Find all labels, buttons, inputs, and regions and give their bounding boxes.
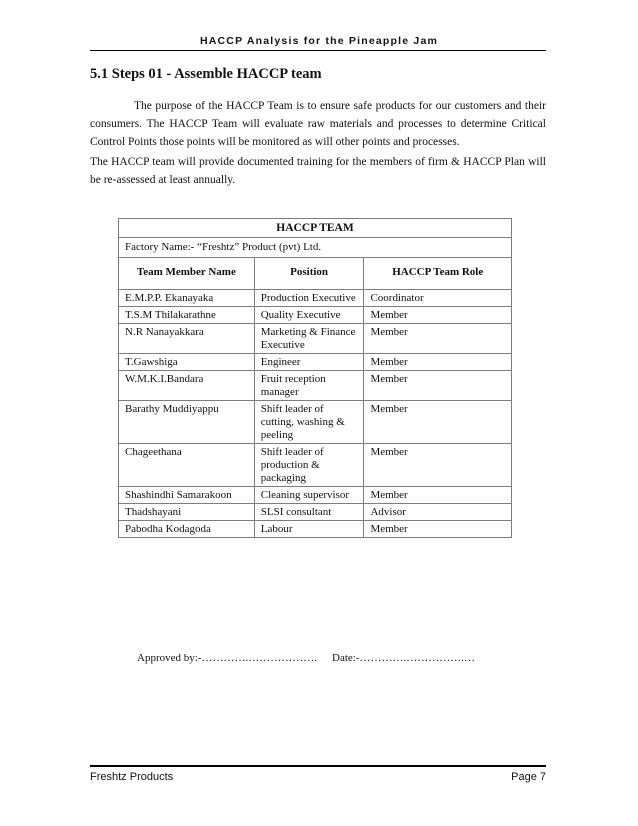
cell-position: Quality Executive	[254, 307, 364, 324]
cell-position: Production Executive	[254, 290, 364, 307]
table-row	[119, 371, 512, 401]
table-row	[119, 324, 512, 354]
cell-name: Shashindhi Samarakoon	[119, 487, 255, 504]
table-row	[119, 521, 512, 538]
table-row	[119, 307, 512, 324]
table-title: HACCP TEAM	[119, 219, 512, 238]
cell-name: Thadshayani	[119, 504, 255, 521]
cell-role: Member	[364, 444, 512, 487]
page-number: Page 7	[511, 771, 546, 783]
column-header-name: Team Member Name	[119, 258, 255, 290]
cell-role: Member	[364, 307, 512, 324]
cell-position: Shift leader of cutting, washing & peeling	[254, 401, 364, 444]
cell-role: Member	[364, 371, 512, 401]
cell-name: T.Gawshiga	[119, 354, 255, 371]
date-field: Date:-………….…………….…	[332, 652, 475, 664]
cell-position: Fruit reception manager	[254, 371, 364, 401]
cell-role: Member	[364, 521, 512, 538]
column-header-role: HACCP Team Role	[364, 258, 512, 290]
table-row	[119, 290, 512, 307]
table-row	[119, 487, 512, 504]
table-row	[119, 504, 512, 521]
table-body	[119, 290, 512, 538]
cell-name: Chageethana	[119, 444, 255, 487]
column-header-position: Position	[254, 258, 364, 290]
cell-role: Member	[364, 401, 512, 444]
footer-company: Freshtz Products	[90, 771, 174, 783]
cell-name: Barathy Muddiyappu	[119, 401, 255, 444]
cell-position: Cleaning supervisor	[254, 487, 364, 504]
haccp-team-table	[118, 218, 512, 538]
cell-role: Member	[364, 324, 512, 354]
cell-position: SLSI consultant	[254, 504, 364, 521]
factory-name: Factory Name:- “Freshtz” Product (pvt) Ltd.	[119, 238, 512, 258]
cell-position: Shift leader of production & packaging	[254, 444, 364, 487]
cell-position: Labour	[254, 521, 364, 538]
cell-role: Advisor	[364, 504, 512, 521]
header-divider	[90, 50, 546, 51]
paragraph-purpose: The purpose of the HACCP Team is to ensure safe products for our customers and their consumers. The HACCP Team will evaluate raw materials and processes to determine Critical Control Points those points will be monitored as will other points and processes.	[90, 100, 546, 148]
paragraph-training: The HACCP team will provide documented training for the members of firm & HACCP Plan will be re-assessed at least annually.	[90, 156, 546, 186]
approved-by-field: Approved by:-………….……………….	[137, 652, 317, 664]
footer-divider	[90, 765, 546, 767]
cell-position: Engineer	[254, 354, 364, 371]
cell-name: T.S.M Thilakarathne	[119, 307, 255, 324]
table-row	[119, 354, 512, 371]
cell-name: E.M.P.P. Ekanayaka	[119, 290, 255, 307]
cell-role: Member	[364, 354, 512, 371]
cell-role: Member	[364, 487, 512, 504]
table-row	[119, 444, 512, 487]
table-row	[119, 401, 512, 444]
section-heading: 5.1 Steps 01 - Assemble HACCP team	[90, 66, 322, 82]
cell-role: Coordinator	[364, 290, 512, 307]
page-header-title: HACCP Analysis for the Pineapple Jam	[199, 35, 439, 47]
cell-position: Marketing & Finance Executive	[254, 324, 364, 354]
cell-name: Pabodha Kodagoda	[119, 521, 255, 538]
cell-name: W.M.K.I.Bandara	[119, 371, 255, 401]
cell-name: N.R Nanayakkara	[119, 324, 255, 354]
